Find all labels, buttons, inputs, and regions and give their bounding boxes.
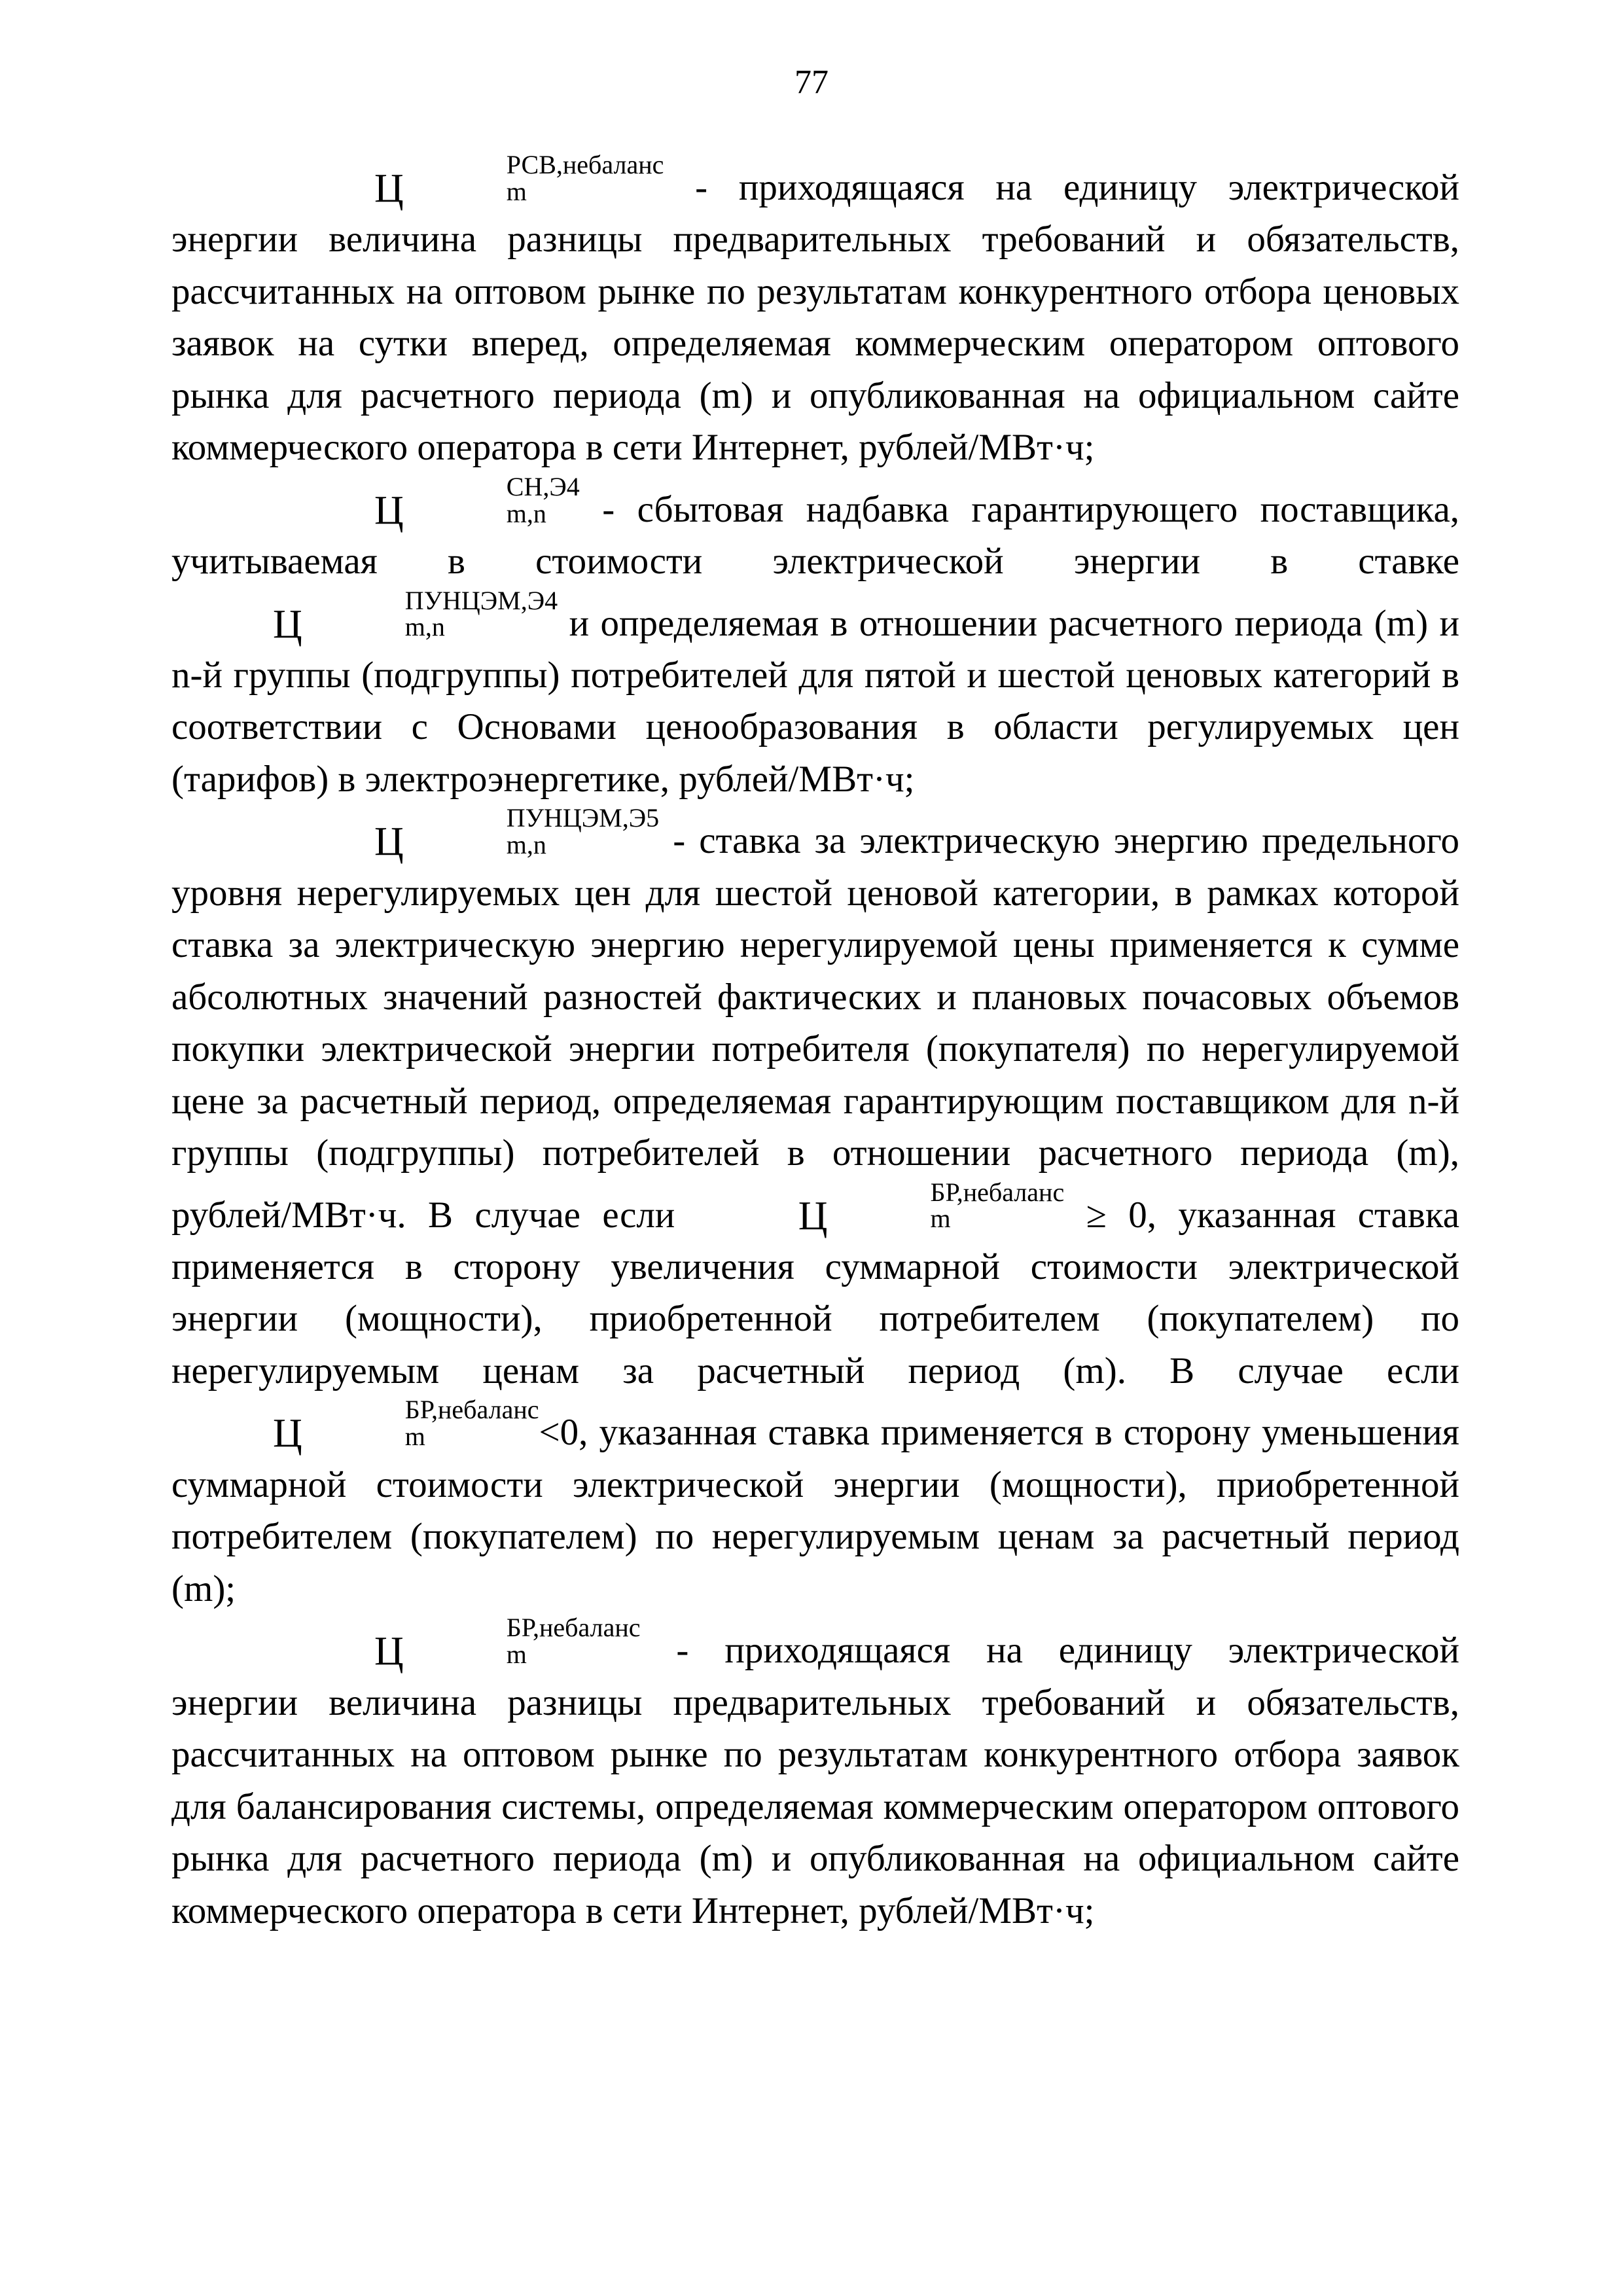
definition-text: - сбытовая надбавка гарантирующего поставщика, учитываемая в стоимости электрической энергии в ставке bbox=[171, 488, 1459, 583]
definitions-body bbox=[171, 152, 1459, 1937]
definition-punc-e5-rate bbox=[171, 805, 1459, 1615]
definition-br-imbalance bbox=[171, 1615, 1459, 1937]
definition-text: и определяемая в отношении расчетного периода (m) и n-й группы (подгруппы) потребителей для пятой и шестой ценовых категорий в соответствии с Основами ценообразования в области регулируемых цен (тарифов) в электроэнергетике, рублей/МВт·ч; bbox=[171, 602, 1459, 800]
symbol-punc-e5: Ц ПУНЦЭМ,Э5 m,n bbox=[374, 803, 660, 865]
definition-text: , указанная ставка применяется в сторону увеличения суммарной стоимости электрической энергии (мощности), приобретенной потребителем (покупателем) по нерегулируемым ценам за расчетный период (m). В случае если bbox=[171, 1194, 1459, 1391]
definition-text: - приходящаяся на единицу электрической энергии величина разницы предварительных требований и обязательств, рассчитанных на оптовом рынке по результатам конкурентного отбора ценовых заявок на сутки вперед, определяемая коммерческим оператором оптового рынка для расчетного периода (m) и опубликованная на официальном сайте коммерческого оператора в сети Интернет, рублей/МВт·ч; bbox=[171, 166, 1459, 469]
definition-sales-markup bbox=[171, 471, 1459, 806]
inline-symbol-punc-e4: Ц ПУНЦЭМ,Э4 m,n bbox=[273, 585, 558, 647]
inline-symbol-br-imbalance-1: Ц БР,небаланс m bbox=[798, 1177, 1065, 1238]
definition-text: - приходящаяся на единицу электрической энергии величина разницы предварительных требований и обязательств, рассчитанных на оптовом рынке по результатам конкурентного отбора заявок для балансирования системы, определяемая коммерческим оператором оптового рынка для расчетного периода (m) и опубликованная на официальном сайте коммерческого оператора в сети Интернет, рублей/МВт·ч; bbox=[171, 1630, 1459, 1931]
definition-text: , указанная ставка применяется в сторону уменьшения суммарной стоимости электрической энергии (мощности), приобретенной потребителем (покупателем) по нерегулируемым ценам за расчетный период (m); bbox=[171, 1412, 1459, 1609]
condition-relation: ≥ 0 bbox=[1064, 1194, 1147, 1236]
inline-symbol-br-imbalance-2: Ц БР,небаланс m bbox=[273, 1395, 539, 1456]
symbol-br-imbalance: Ц БР,небаланс m bbox=[374, 1613, 641, 1674]
page-number: 77 bbox=[794, 63, 829, 101]
definition-text: - ставка за электрическую энергию предельного уровня нерегулируемых цен для шестой ценовой категории, в рамках которой ставка за электрическую энергию нерегулируемой цены применяется к сумме абсолютных значений разностей фактических и плановых почасовых объемов покупки электрической энергии потребителя (покупателя) по нерегулируемой цене за расчетный период, определяемая гарантирующим поставщиком для n-й группы (подгруппы) потребителей в отношении расчетного периода (m), рублей/МВт·ч. В случае если bbox=[171, 820, 1459, 1236]
definition-rsv-imbalance bbox=[171, 152, 1459, 474]
condition-relation: <0 bbox=[539, 1412, 579, 1454]
symbol-sales-markup: Ц СН,Э4 m,n bbox=[374, 471, 580, 533]
symbol-rsv-imbalance: Ц РСВ,небаланс m bbox=[374, 150, 664, 211]
